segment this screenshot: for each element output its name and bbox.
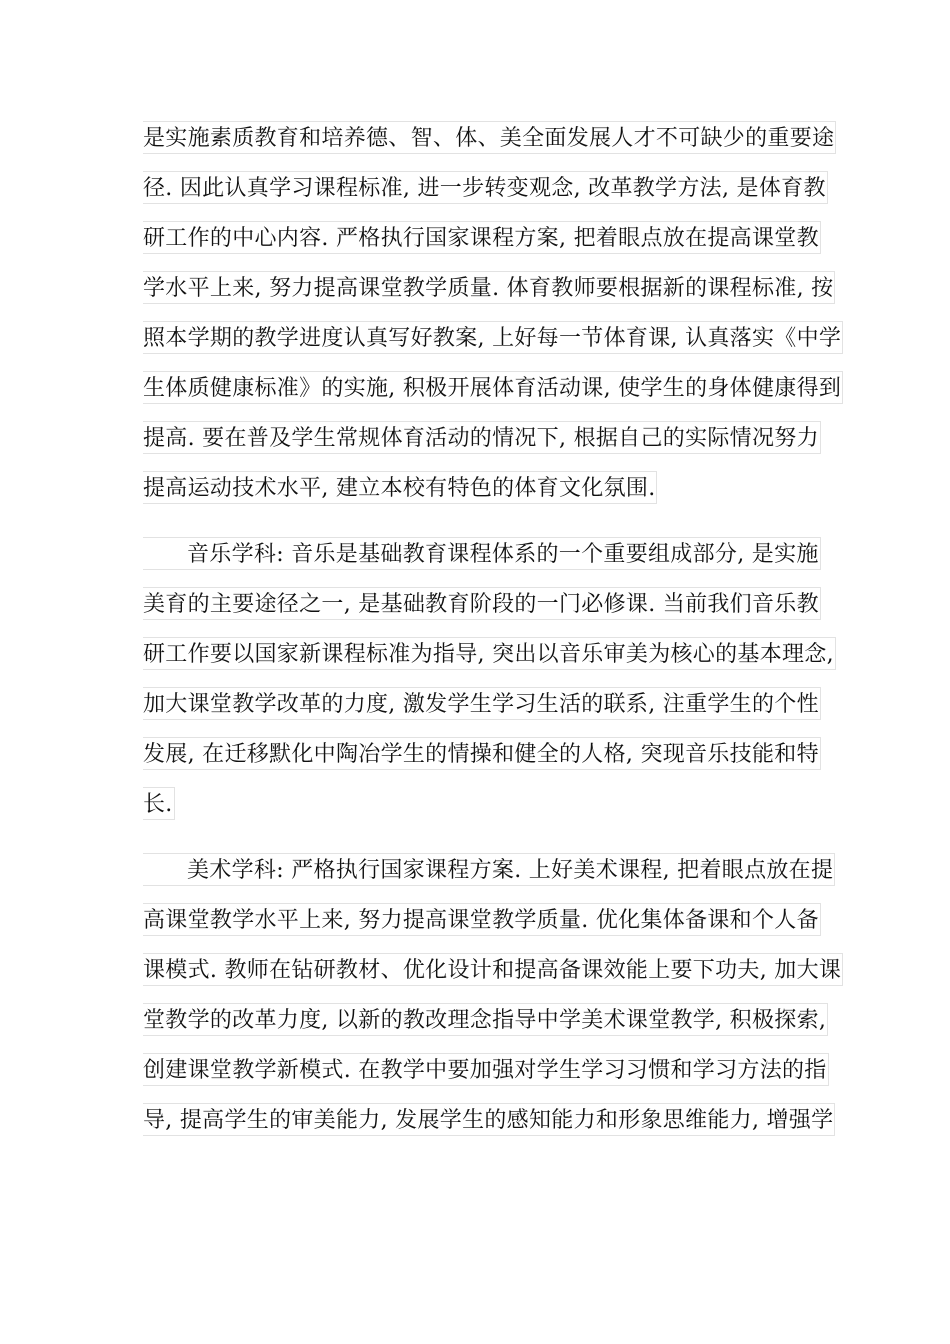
text-line: 是实施素质教育和培养德、智、体、美全面发展人才不可缺少的重要途	[143, 121, 836, 154]
text-line: 提高. 要在普及学生常规体育活动的情况下, 根据自己的实际情况努力	[143, 421, 821, 454]
text-line: 生体质健康标准》的实施, 积极开展体育活动课, 使学生的身体健康得到	[143, 371, 843, 404]
text-line: 音乐学科: 音乐是基础教育课程体系的一个重要组成部分, 是实施	[143, 537, 821, 570]
text-line: 高课堂教学水平上来, 努力提高课堂教学质量. 优化集体备课和个人备	[143, 903, 821, 936]
text-line: 课模式. 教师在钻研教材、优化设计和提高备课效能上要下功夫, 加大课	[143, 953, 843, 986]
text-line: 照本学期的教学进度认真写好教案, 上好每一节体育课, 认真落实《中学	[143, 321, 843, 354]
text-line: 学水平上来, 努力提高课堂教学质量. 体育教师要根据新的课程标准, 按	[143, 271, 835, 304]
text-line: 长.	[143, 787, 175, 820]
text-line: 研工作要以国家新课程标准为指导, 突出以音乐审美为核心的基本理念,	[143, 637, 836, 670]
text-line: 美育的主要途径之一, 是基础教育阶段的一门必修课. 当前我们音乐教	[143, 587, 821, 620]
text-line: 提高运动技术水平, 建立本校有特色的体育文化氛围.	[143, 471, 657, 504]
text-line: 美术学科: 严格执行国家课程方案. 上好美术课程, 把着眼点放在提	[143, 853, 835, 886]
text-line: 导, 提高学生的审美能力, 发展学生的感知能力和形象思维能力, 增强学	[143, 1103, 835, 1136]
text-line: 径. 因此认真学习课程标准, 进一步转变观念, 改革教学方法, 是体育教	[143, 171, 828, 204]
text-line: 创建课堂教学新模式. 在教学中要加强对学生学习习惯和学习方法的指	[143, 1053, 829, 1086]
text-line: 研工作的中心内容. 严格执行国家课程方案, 把着眼点放在提高课堂教	[143, 221, 821, 254]
text-line: 堂教学的改革力度, 以新的教改理念指导中学美术课堂教学, 积极探索,	[143, 1003, 828, 1036]
text-line: 发展, 在迁移默化中陶冶学生的情操和健全的人格, 突现音乐技能和特	[143, 737, 821, 770]
text-line: 加大课堂教学改革的力度, 激发学生学习生活的联系, 注重学生的个性	[143, 687, 821, 720]
